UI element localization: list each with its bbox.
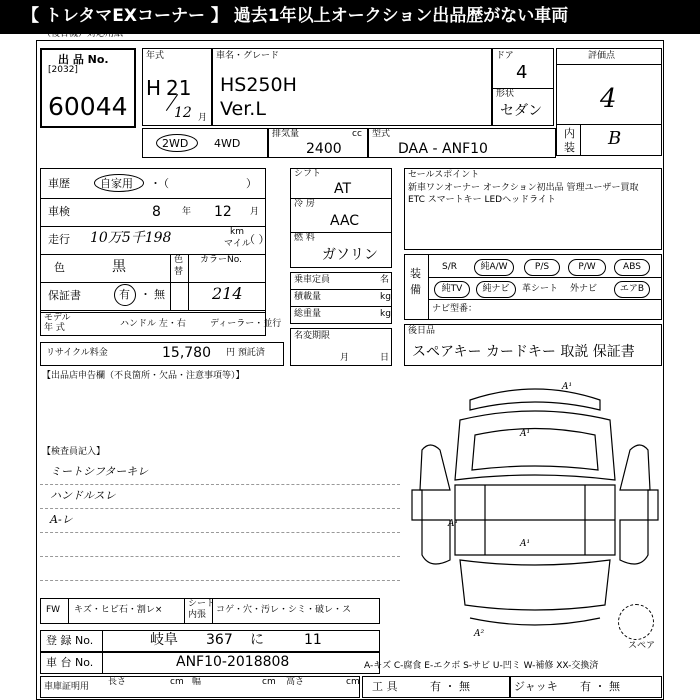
lot-code: [2032] (48, 65, 78, 75)
mileage-unit-km: km (230, 227, 244, 237)
sales-point-line2: ETC スマートキー LEDヘッドライト (408, 195, 556, 205)
type-label: 型式 (372, 129, 391, 139)
model-label: 車名・グレード (216, 51, 280, 61)
ac-label: 冷 房 (294, 199, 315, 209)
warranty-sep: ・ (140, 288, 151, 301)
modify-unit: 月 (340, 353, 350, 363)
row-line (428, 277, 662, 278)
equip-ext-navi: 外ナビ (570, 284, 598, 294)
spare-tire (618, 604, 654, 640)
seat-items: コゲ・穴・汚レ・シミ・破レ・ス (216, 605, 352, 615)
color-code: 214 (212, 284, 243, 303)
interior-label-1: 内 (564, 127, 575, 140)
displacement-unit: cc (352, 129, 362, 139)
row-line (290, 289, 392, 290)
jack-value: 有 ・ 無 (580, 680, 620, 693)
inspector-note-2: ハンドルスレ (50, 489, 116, 502)
ac-value: AAC (330, 213, 360, 229)
history-value: 自家用 (100, 177, 133, 190)
drive-2wd: 2WD (162, 137, 189, 150)
grade-label: 評価点 (588, 51, 616, 61)
chassis-label: 車 台 No. (46, 656, 94, 669)
registration-place: 岐阜 (150, 632, 178, 648)
reg-sep (102, 630, 103, 652)
year-era: H (146, 76, 162, 100)
equip-tv-oval (434, 281, 470, 298)
header-title: 【 トレタマEXコーナー 】 過去1年以上オークション出品歴がない車両 (22, 6, 569, 26)
garage-f2: cm (170, 677, 184, 687)
equip-sr: S/R (442, 262, 457, 272)
displacement-label: 排気量 (272, 129, 300, 139)
history-paren-open: （ (158, 177, 169, 190)
capacity-label: 乗車定員 (294, 275, 331, 285)
diag-mark-4: A¹ (520, 539, 531, 549)
mileage-value: 10万5千198 (90, 230, 172, 246)
defects-items: キズ・ヒビ石・割レ× (74, 605, 163, 615)
lot-label: 出 品 No. (58, 53, 109, 66)
diag-mark-5: A² (474, 629, 485, 639)
shift-value: AT (334, 181, 352, 197)
handle-side: ハンドル 左・右 (120, 319, 186, 329)
equip-airbag: エアB (619, 284, 645, 294)
inspector-line (40, 580, 400, 581)
color-code-label: カラーNo. (200, 255, 242, 265)
sales-point-label: セールスポイント (408, 170, 480, 180)
shape-label: 形状 (496, 89, 515, 99)
gross-label: 総重量 (294, 309, 322, 319)
interior-value: B (608, 128, 622, 149)
registration-kana: に (250, 632, 264, 648)
interior-vline (580, 124, 581, 156)
inspection-year: 8 (152, 204, 161, 220)
equipment-sep (428, 254, 429, 320)
garage-f6: cm (346, 677, 360, 687)
equip-tv: 純TV (441, 284, 463, 294)
load-label: 積載量 (294, 292, 322, 302)
row-line (290, 306, 392, 307)
modify-day: 日 (380, 353, 390, 363)
color-sep (170, 254, 171, 310)
mileage-unit-mile: マイル (224, 239, 251, 249)
shape-value: セダン (500, 103, 543, 119)
modify-label: 名変期限 (294, 331, 331, 341)
color-change-2: 替 (174, 267, 184, 277)
inspector-label: 【検査員記入】 (42, 447, 106, 457)
seat-label-2: 内張 (188, 610, 207, 620)
year-label: 年式 (146, 51, 165, 61)
color-label: 色 (54, 261, 65, 274)
shift-label: シフト (294, 169, 322, 179)
inspector-note-3: A-レ (50, 513, 73, 526)
equip-alloy: 純A/W (480, 262, 508, 272)
inspection-year-unit: 年 (182, 207, 192, 217)
after-items-value: スペアキー カードキー 取説 保証書 (412, 344, 635, 360)
garage-f3: 幅 (192, 677, 202, 687)
grade-value: 4 (600, 84, 617, 114)
registration-class: 367 (206, 632, 233, 648)
equipment-label-1: 装 (410, 267, 421, 280)
warranty-no: 無 (154, 288, 165, 301)
sales-point-block (404, 168, 662, 250)
car-diagram (410, 380, 660, 630)
displacement-value: 2400 (306, 141, 342, 157)
defects-sep (184, 598, 185, 624)
chassis-sep (102, 652, 103, 674)
model-year-label-2: 年 式 (44, 323, 65, 333)
load-unit: kg (380, 292, 391, 302)
equip-abs: ABS (623, 262, 641, 272)
year-month-unit: 月 (198, 113, 208, 123)
garage-f4: cm (262, 677, 276, 687)
registration-label: 登 録 No. (46, 634, 94, 647)
defects-sep (212, 598, 213, 624)
model-year-label-1: モデル (44, 313, 71, 323)
row-line (40, 310, 266, 311)
inspector-line (40, 508, 400, 509)
registration-num: 11 (304, 632, 322, 648)
gross-unit: kg (380, 309, 391, 319)
diag-mark-1: A¹ (562, 382, 573, 392)
interior-divider (556, 124, 662, 125)
history-dot: ・ (150, 177, 161, 190)
chassis-value: ANF10-2018808 (176, 654, 290, 670)
year-month: 12 (174, 105, 192, 121)
mileage-label: 走行 (48, 233, 70, 246)
history-paren-close: ） (246, 177, 257, 190)
equip-navi: 純ナビ (482, 284, 510, 294)
equip-navi-oval (476, 281, 516, 298)
fuel-label: 燃 料 (294, 233, 315, 243)
equip-airbag-oval (614, 281, 650, 298)
model-grade: Ver.L (220, 98, 266, 120)
fuel-value: ガソリン (322, 247, 378, 263)
equip-navi-model: ナビ型番： (432, 304, 478, 314)
recycle-label: リサイクル料金 (46, 348, 108, 358)
lot-number: 60044 (48, 92, 128, 121)
row-line (40, 282, 266, 283)
defects-label: FW (46, 605, 61, 615)
color-change-1: 色 (174, 255, 184, 265)
row-line (40, 198, 266, 199)
legend: A-キズ C-腐食 E-エクボ S-サビ U-凹ミ W-補修 XX-交換済 (364, 661, 599, 671)
color-value: 黒 (112, 259, 126, 275)
jack-label: ジャッキ (514, 680, 558, 693)
history-label: 車歴 (48, 177, 70, 190)
defects-sep (68, 598, 69, 624)
sales-point-line1: 新車ワンオーナー オークション初出品 管理ユーザー買取 (408, 183, 639, 193)
notes-header: 【出品店申告欄（不良箇所・欠品・注意事項等）】 (42, 371, 245, 381)
header-subtitle: （複合機）対応用紙 (42, 29, 124, 39)
after-items-label: 後日品 (408, 326, 436, 336)
garage-f5: 高さ (286, 677, 305, 687)
interior-label-2: 装 (564, 141, 575, 154)
type-value: DAA - ANF10 (398, 141, 488, 157)
inspector-line (40, 556, 400, 557)
recycle-value: 15,780 (162, 345, 211, 361)
inspector-line (40, 484, 400, 485)
seat-label-1: シート (188, 599, 216, 609)
equip-leather: 革シート (522, 284, 559, 294)
model-name: HS250H (220, 74, 297, 96)
equip-ps-oval (524, 259, 560, 276)
year-value: 21 (166, 76, 192, 100)
garage-f1: 長さ (108, 677, 127, 687)
recycle-unit: 円 預託済 (226, 348, 265, 358)
inspector-line (40, 532, 400, 533)
equip-abs-oval (614, 259, 650, 276)
mileage-paren: （ ） (244, 233, 270, 246)
equipment-label-2: 備 (410, 283, 421, 296)
tools-label: 工 具 (372, 680, 398, 693)
inspection-month: 12 (214, 204, 232, 220)
inspector-note-1: ミートシフターキレ (50, 465, 149, 478)
dealer-type: ディーラー・並行 (210, 319, 282, 329)
equip-alloy-oval (474, 259, 514, 276)
color-sep2 (188, 254, 189, 310)
inspection-month-unit: 月 (250, 207, 260, 217)
row-line (428, 299, 662, 300)
warranty-label: 保証書 (48, 289, 81, 302)
doors-label: ドア (496, 51, 514, 61)
equip-pw-oval (568, 259, 606, 276)
diag-mark-3: A¹ (448, 519, 459, 529)
grade-divider (556, 64, 662, 65)
spare-label: スペア (628, 641, 656, 651)
diag-mark-2: A¹ (520, 429, 531, 439)
doors-value: 4 (516, 62, 528, 83)
tools-value: 有 ・ 無 (430, 680, 470, 693)
inspection-label: 車検 (48, 205, 70, 218)
garage-label: 車庫証明用 (44, 682, 90, 692)
equip-ps: P/S (534, 262, 550, 272)
drive-4wd: 4WD (214, 137, 241, 150)
capacity-unit: 名 (380, 275, 390, 285)
warranty-yes: 有 (119, 288, 130, 301)
equip-pw: P/W (578, 262, 596, 272)
